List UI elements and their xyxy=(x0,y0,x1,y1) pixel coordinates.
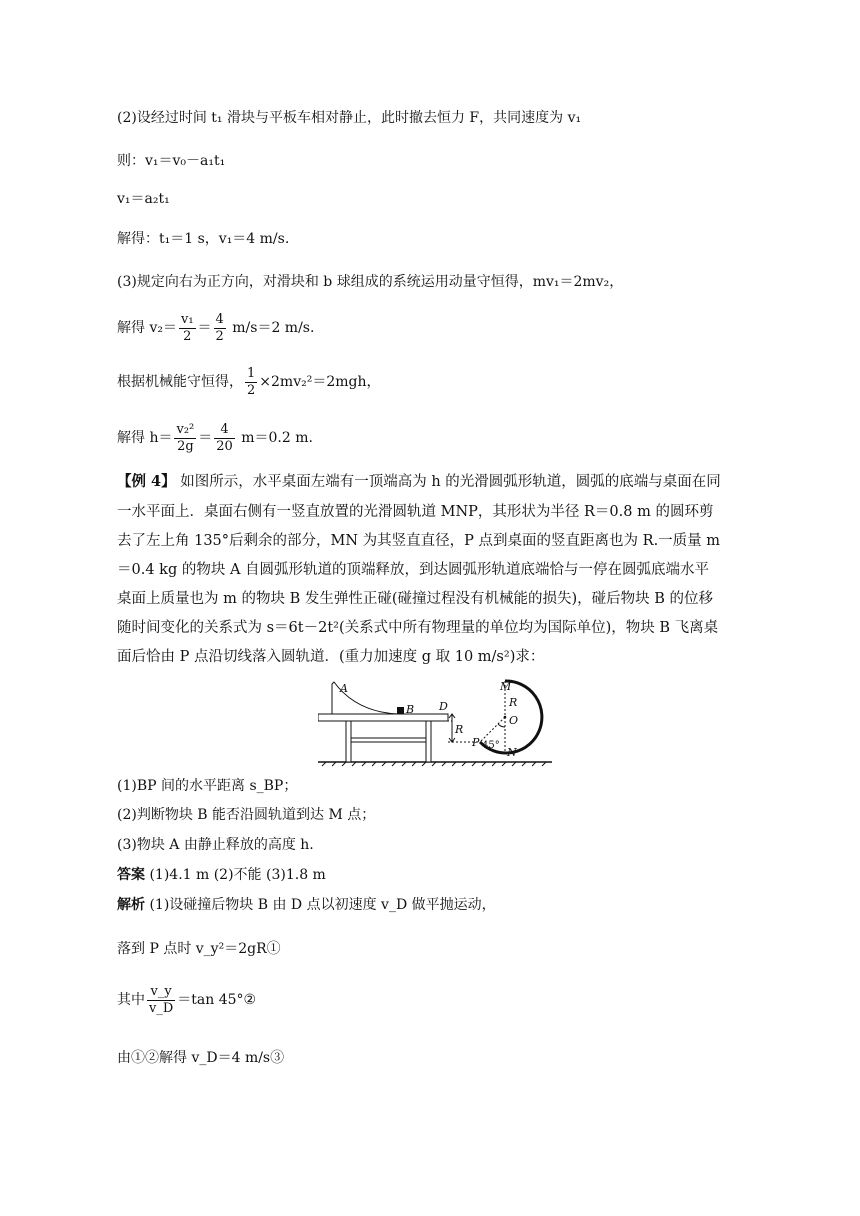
label-m: M xyxy=(500,680,512,693)
label-d: D xyxy=(439,700,448,713)
label-n: N xyxy=(507,746,517,759)
line-7 xyxy=(117,362,381,402)
table-top xyxy=(318,714,448,721)
denominator: v_D xyxy=(149,1000,174,1016)
line-3: v₁＝a₂t₁ xyxy=(117,191,170,207)
denominator: 2 xyxy=(215,328,224,344)
text-segment: m/s＝2 m/s. xyxy=(227,320,315,336)
example-line-3: 去了左上角 135°后剩余的部分，MN 为其竖直直径，P 点到桌面的竖直距离也为 R.一质量 m xyxy=(117,533,721,549)
label-o: O xyxy=(509,714,519,727)
text-segment: ＝tan 45°② xyxy=(177,992,257,1008)
example-line-6: 随时间变化的关系式为 s＝6t－2t²(关系式中所有物理量的单位均为国际单位)，物块 B 飞离桌 xyxy=(117,620,719,636)
line-2: 则：v₁＝v₀－a₁t₁ xyxy=(117,153,226,169)
answer-text: (1)4.1 m (2)不能 (3)1.8 m xyxy=(145,867,326,883)
denominator: 2g xyxy=(177,438,194,454)
answer-tag: 答案 xyxy=(117,867,145,883)
label-angle: 45° xyxy=(482,740,500,751)
center-point xyxy=(504,716,507,719)
text-segment: ＝ xyxy=(198,430,213,446)
fraction xyxy=(174,423,196,454)
example-tag: 【例 4】 xyxy=(117,473,176,490)
example-line-2: 一水平面上．桌面右侧有一竖直放置的光滑圆轨道 MNP，其形状为半径 R＝0.8 m 的圆环剪 xyxy=(117,504,714,520)
line-6 xyxy=(117,308,314,348)
numerator: v₂² xyxy=(176,421,195,437)
question-2: (2)判断物块 B 能否沿圆轨道到达 M 点； xyxy=(117,807,376,823)
solution-step-3 xyxy=(117,980,256,1020)
numerator: v₁ xyxy=(180,311,194,327)
physics-figure xyxy=(318,676,552,768)
numerator: 4 xyxy=(215,311,224,327)
radius-op xyxy=(480,717,505,742)
text-segment: ＝ xyxy=(197,320,212,336)
label-a: A xyxy=(340,682,348,695)
angle-arc xyxy=(498,724,505,727)
denominator: 20 xyxy=(216,438,233,454)
fraction xyxy=(214,423,235,454)
table-leg-right xyxy=(426,721,431,762)
answer-line xyxy=(117,865,326,885)
solution-step-4: 由①②解得 v_D＝4 m/s③ xyxy=(117,1050,285,1066)
line-4: 解得：t₁＝1 s，v₁＝4 m/s. xyxy=(117,231,290,247)
text-segment: 根据机械能守恒得， xyxy=(117,374,243,390)
numerator: v_y xyxy=(147,985,175,1001)
solution-tag: 解析 xyxy=(117,897,145,913)
fraction xyxy=(147,985,175,1016)
label-b: B xyxy=(406,703,415,716)
example-line-5: 桌面上质量也为 m 的物块 B 发生弹性正碰(碰撞过程没有机械能的损失)，碰后物块 B 的位移 xyxy=(117,591,714,607)
fraction xyxy=(179,313,196,344)
fraction xyxy=(245,367,257,398)
question-1: (1)BP 间的水平距离 s_BP； xyxy=(117,778,298,794)
fraction xyxy=(214,313,226,344)
line-5: (3)规定向右为正方向，对滑块和 b 球组成的系统运用动量守恒得，mv₁＝2mv₂， xyxy=(117,274,624,290)
text-segment: 解得 h＝ xyxy=(117,430,173,446)
label-p: P xyxy=(472,736,480,749)
text-segment: 其中 xyxy=(117,992,145,1008)
text-segment: ×2mv₂²＝2mgh， xyxy=(259,374,381,390)
label-r-left: R xyxy=(455,723,464,736)
example-line-1 xyxy=(117,472,721,492)
block-b xyxy=(397,707,404,714)
denominator: 2 xyxy=(247,382,256,398)
text-segment: 解得 v₂＝ xyxy=(117,320,177,336)
numerator: 1 xyxy=(247,365,256,381)
example-line-4: ＝0.4 kg 的物块 A 自圆弧形轨道的顶端释放，到达圆弧形轨道底端恰与一停在圆弧底端水平 xyxy=(117,562,710,578)
question-3: (3)物块 A 由静止释放的高度 h. xyxy=(117,837,314,853)
table-leg-left xyxy=(346,721,351,762)
numerator: 4 xyxy=(214,423,235,439)
solution-text: (1)设碰撞后物块 B 由 D 点以初速度 v_D 做平抛运动， xyxy=(145,897,496,913)
text-segment: 如图所示，水平桌面左端有一顶端高为 h 的光滑圆弧形轨道，圆弧的底端与桌面在同 xyxy=(175,474,721,490)
line-8 xyxy=(117,418,313,458)
text-segment: m＝0.2 m. xyxy=(236,430,313,446)
solution-line xyxy=(117,895,496,915)
denominator: 2 xyxy=(183,328,192,344)
label-r-right: R xyxy=(509,696,518,709)
solution-step-2: 落到 P 点时 v_y²＝2gR① xyxy=(117,941,281,957)
line-1: (2)设经过时间 t₁ 滑块与平板车相对静止，此时撤去恒力 F，共同速度为 v₁ xyxy=(117,110,582,126)
example-line-7: 面后恰由 P 点沿切线落入圆轨道．(重力加速度 g 取 10 m/s²)求： xyxy=(117,649,545,665)
